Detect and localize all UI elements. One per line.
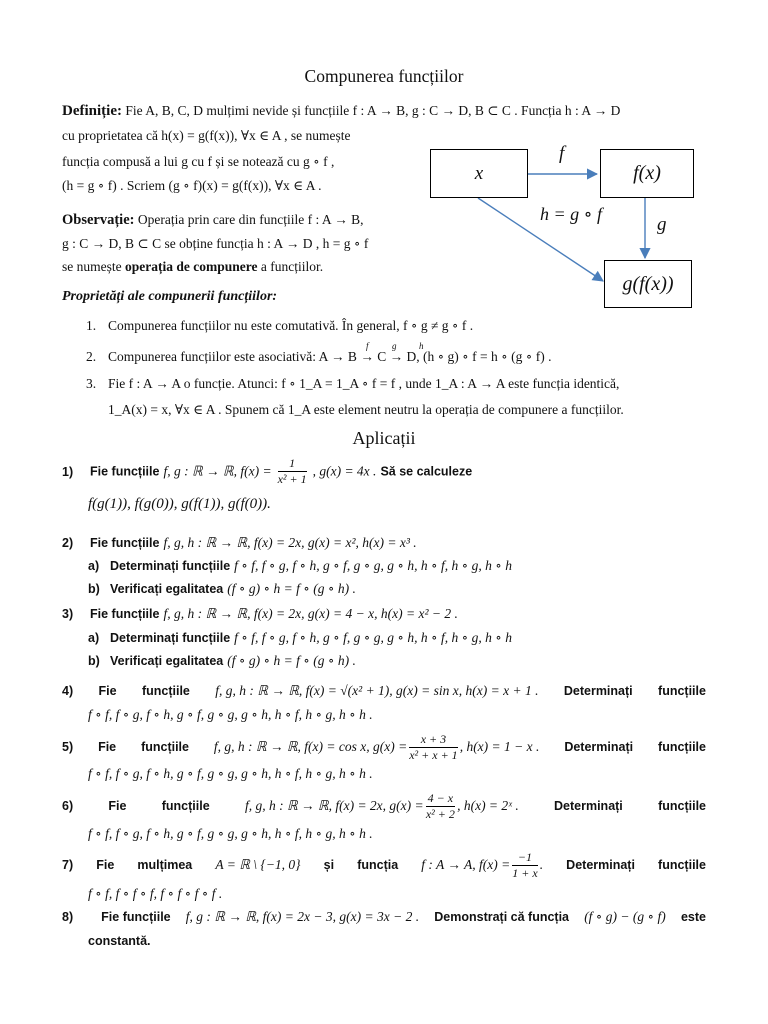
- box-gfx: [604, 260, 692, 308]
- observation-text-1: Operația prin care din funcțiile f : A → B,: [137, 212, 364, 227]
- app6-word-2: funcțiile: [658, 799, 706, 813]
- app3-pre: Fie funcțiile: [90, 607, 160, 621]
- box-x-label: x: [474, 162, 484, 184]
- app2-a-label: a): [88, 559, 100, 573]
- definition-line-3: funcția compusă a lui g cu f și se notează cu g ∘ f ,: [62, 154, 335, 169]
- app2-math: f, g, h : ℝ → ℝ, f(x) = 2x, g(x) = x², h(x) = x³ .: [163, 535, 417, 550]
- box-fx: [600, 149, 694, 198]
- app8-math: f, g : ℝ → ℝ, f(x) = 2x − 3, g(x) = 3x − 2 .: [185, 909, 420, 924]
- app4-word-2: funcțiile: [658, 684, 706, 698]
- app5-fraction: [409, 732, 457, 763]
- app5-math: f, g, h : ℝ → ℝ, f(x) = cos x, g(x) =: [213, 739, 408, 754]
- app3-item-b: [88, 652, 356, 670]
- app6-fraction: [426, 791, 455, 822]
- app3-num: 3): [62, 607, 74, 621]
- app4-num: 4): [62, 684, 74, 698]
- definition-line-2: cu proprietatea că h(x) = g(f(x)), ∀x ∈ A , se numește: [62, 128, 351, 143]
- over-label-h: h: [419, 341, 424, 351]
- app2-a-math: f ∘ f, f ∘ g, f ∘ h, g ∘ f, g ∘ g, g ∘ h, h ∘ f, h ∘ g, h ∘ h: [234, 558, 512, 573]
- app7-word: mulțimea: [137, 858, 193, 872]
- property-item-3-line-2: 1_A(x) = x, ∀x ∈ A . Spunem că 1_A este element neutru la operația de compunere a funcțiilor.: [108, 402, 624, 417]
- app5-line-2: f ∘ f, f ∘ g, f ∘ h, g ∘ f, g ∘ g, g ∘ h, h ∘ f, h ∘ g, h ∘ h .: [88, 766, 373, 781]
- app3-item-a: [88, 629, 512, 647]
- app4-det: Determinați: [563, 684, 633, 698]
- property-num-2: 2.: [86, 349, 97, 364]
- app7-fraction: [512, 850, 537, 881]
- app7-frac-den: 1 + x: [512, 865, 538, 880]
- app1-post: Să se calculeze: [380, 464, 473, 479]
- box-x: [430, 149, 528, 198]
- app8-num: 8): [62, 910, 74, 924]
- app1-math-2: , g(x) = 4x .: [312, 463, 377, 479]
- app5-frac-num: x + 3: [409, 732, 457, 748]
- app5-frac-den: x² + x + 1: [409, 747, 458, 762]
- app4-fie: Fie: [98, 684, 117, 698]
- box-gfx-label: g(f(x)): [622, 272, 674, 295]
- definition-line-4: (h = g ∘ f) . Scriem (g ∘ f)(x) = g(f(x)), ∀x ∈ A .: [62, 178, 322, 193]
- observation-line-3: [62, 259, 323, 275]
- property-item-3: [86, 376, 619, 392]
- app5-fie: Fie: [98, 740, 117, 754]
- app2-num: 2): [62, 536, 74, 550]
- app7-line-2: f ∘ f, f ∘ f ∘ f, f ∘ f ∘ f ∘ f .: [88, 886, 223, 901]
- app5-word: funcțiile: [141, 740, 189, 754]
- app6-line-2: f ∘ f, f ∘ g, f ∘ h, g ∘ f, g ∘ g, g ∘ h, h ∘ f, h ∘ g, h ∘ h .: [88, 826, 373, 841]
- property-item-2: [86, 349, 552, 365]
- property-text-2: Compunerea funcțiilor este asociativă: A → B → C → D, (h ∘ g) ∘ f = h ∘ (g ∘ f) .: [108, 349, 552, 364]
- box-fx-label: f(x): [633, 162, 661, 184]
- app8-mid: Demonstrați că funcția: [434, 910, 570, 924]
- app7-det: Determinați: [566, 858, 635, 872]
- app3-math: f, g, h : ℝ → ℝ, f(x) = 2x, g(x) = 4 − x, h(x) = x² − 2 .: [163, 606, 458, 621]
- app2-item-a: [88, 557, 512, 575]
- app7-math: A = ℝ \ {−1, 0}: [215, 857, 301, 872]
- app3-a-text: Determinați funcțiile: [110, 631, 231, 645]
- app7-math-group: [421, 850, 543, 881]
- app7-dot: .: [539, 857, 544, 872]
- observation-text-3a: se numește: [62, 259, 125, 274]
- definition-text-1: Fie A, B, C, D mulțimi nevide și funcțiile f : A → B, g : C → D, B ⊂ C . Funcția h : A → D: [125, 103, 621, 118]
- definition-label: Definiție:: [62, 103, 122, 119]
- app3-b-text: Verificați egalitatea: [110, 654, 224, 668]
- over-label-g: g: [392, 341, 397, 351]
- app6-math-group: [245, 791, 519, 822]
- app1-pre: Fie funcțiile: [90, 464, 160, 479]
- application-5: [62, 729, 706, 765]
- app5-math-2: , h(x) = 1 − x .: [459, 739, 540, 754]
- app8-math-2: (f ∘ g) − (g ∘ f): [584, 909, 666, 924]
- applications-heading: Aplicații: [352, 428, 416, 448]
- page-title: Compunerea funcțiilor: [304, 66, 464, 86]
- property-text-1: Compunerea funcțiilor nu este comutativă. În general, f ∘ g ≠ g ∘ f .: [108, 318, 474, 333]
- property-item-1: [86, 318, 473, 334]
- application-8: [62, 909, 706, 925]
- app8-pre: Fie funcțiile: [101, 910, 171, 924]
- app1-frac-num: 1: [278, 456, 307, 472]
- app6-math-2: , h(x) = 2ˣ .: [457, 798, 519, 813]
- app8-post: este: [680, 910, 706, 924]
- app8-line-2: constantă.: [88, 934, 151, 948]
- property-text-3: Fie f : A → A o funcție. Atunci: f ∘ 1_A = 1_A ∘ f = f , unde 1_A : A → A este funcția identică,: [108, 376, 620, 391]
- app2-b-math: (f ∘ g) ∘ h = f ∘ (g ∘ h) .: [227, 581, 356, 596]
- app2-a-text: Determinați funcțiile: [110, 559, 231, 573]
- label-h: h = g ∘ f: [540, 204, 602, 224]
- app7-num: 7): [62, 858, 74, 872]
- app1-math: f, g : ℝ → ℝ, f(x) =: [163, 463, 272, 479]
- app1-fraction: [278, 456, 307, 487]
- app3-a-label: a): [88, 631, 100, 645]
- app6-word: funcțiile: [161, 799, 210, 813]
- app4-word: funcțiile: [141, 684, 190, 698]
- application-4: [62, 683, 706, 699]
- app5-math-group: [214, 732, 539, 763]
- app7-word-3: funcțiile: [658, 858, 706, 872]
- app2-b-label: b): [88, 582, 100, 596]
- app5-num: 5): [62, 740, 74, 754]
- application-6: [62, 788, 706, 824]
- app4-line-2: f ∘ f, f ∘ g, f ∘ h, g ∘ f, g ∘ g, g ∘ h, h ∘ f, h ∘ g, h ∘ h .: [88, 707, 373, 722]
- app1-num: 1): [62, 464, 74, 479]
- observation-text-3b: a funcțiilor.: [257, 259, 324, 274]
- property-num-3: 3.: [86, 376, 97, 391]
- over-label-f: f: [366, 341, 369, 351]
- application-1: [62, 456, 472, 492]
- app6-num: 6): [62, 799, 74, 813]
- app7-math-2: f : A → A, f(x) =: [421, 857, 511, 872]
- observation-line-2: g : C → D, B ⊂ C se obține funcția h : A → D , h = g ∘ f: [62, 236, 369, 251]
- app5-word-2: funcțiile: [658, 740, 706, 754]
- application-2: [62, 534, 417, 552]
- property-num-1: 1.: [86, 318, 97, 333]
- app4-math: f, g, h : ℝ → ℝ, f(x) = √(x² + 1), g(x) = sin x, h(x) = x + 1 .: [215, 683, 539, 698]
- app6-frac-num: 4 − x: [427, 790, 454, 805]
- app6-det: Determinați: [554, 799, 623, 813]
- app7-fie: Fie: [96, 858, 115, 872]
- app6-fie: Fie: [108, 799, 127, 813]
- app7-si: și: [323, 858, 335, 872]
- observation-label: Observație:: [62, 212, 135, 228]
- properties-heading: Proprietăți ale compunerii funcțiilor:: [62, 289, 278, 304]
- label-g: g: [657, 214, 667, 235]
- app2-b-text: Verificați egalitatea: [110, 582, 224, 596]
- label-f: f: [559, 143, 565, 164]
- app2-item-b: [88, 580, 356, 598]
- application-3: [62, 605, 458, 623]
- observation-bold: operația de compunere: [125, 259, 258, 274]
- app6-frac-den: x² + 2: [425, 806, 455, 821]
- app7-frac-num: −1: [512, 850, 537, 866]
- app3-a-math: f ∘ f, f ∘ g, f ∘ h, g ∘ f, g ∘ g, g ∘ h, h ∘ f, h ∘ g, h ∘ h: [234, 630, 512, 645]
- observation-line-1: [62, 212, 364, 229]
- app5-det: Determinați: [564, 740, 634, 754]
- app1-line-2: f(g(1)), f(g(0)), g(f(1)), g(f(0)).: [88, 496, 271, 512]
- app3-b-label: b): [88, 654, 100, 668]
- app2-pre: Fie funcțiile: [90, 536, 160, 550]
- app1-frac-den: x² + 1: [277, 472, 307, 486]
- app3-b-math: (f ∘ g) ∘ h = f ∘ (g ∘ h) .: [227, 653, 356, 668]
- app6-math: f, g, h : ℝ → ℝ, f(x) = 2x, g(x) =: [244, 798, 424, 813]
- application-7: [62, 847, 706, 883]
- app7-word-2: funcția: [357, 858, 399, 872]
